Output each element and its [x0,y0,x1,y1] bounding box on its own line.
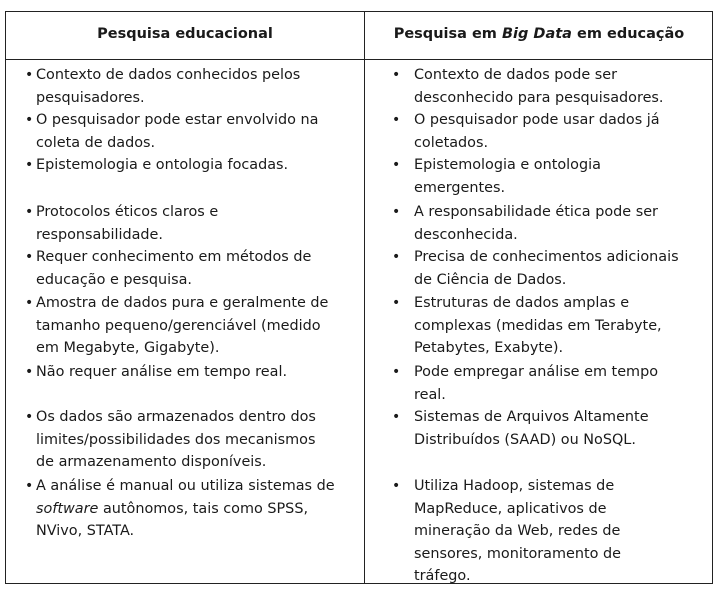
item-line: desconhecido para pesquisadores. [414,89,664,106]
item-line: Sistemas de Arquivos Altamente [414,409,649,425]
header-right-italic: Big Data [501,26,572,42]
bullet: • [25,204,34,220]
right-item-6 [392,292,662,360]
bullet: • [392,409,401,425]
item-line: em Megabyte, Gigabyte). [36,340,220,356]
item-line: Petabytes, Exabyte). [414,340,564,356]
right-item-5 [392,246,679,291]
item-line: Os dados são armazenados dentro dos [36,409,316,425]
item-line: A análise é manual ou utiliza sistemas de [36,478,335,494]
item-line: mineração da Web, redes de [414,523,621,539]
item-line: limites/possibilidades dos mecanismos [36,431,316,448]
right-item-2 [392,109,660,154]
item-line: pesquisadores. [36,89,145,106]
right-item-1 [392,64,664,109]
bullet: • [25,67,34,83]
item-line: desconhecida. [414,226,518,243]
right-item-4 [392,201,658,246]
header-right-suffix: em educação [571,26,685,42]
bullet: • [392,112,401,128]
bullet: • [25,364,34,380]
item-line: sensores, monitoramento de [414,545,621,562]
item-line: Protocolos éticos claros e [36,204,219,220]
item-line: Contexto de dados pode ser [414,67,618,83]
item-line: coletados. [414,134,489,151]
item-line: Distribuídos (SAAD) ou NoSQL. [414,431,636,448]
item-line: tamanho pequeno/gerenciável (medido [36,317,321,334]
item-line: O pesquisador pode usar dados já [414,112,660,128]
bullet: • [392,364,401,380]
item-line: coleta de dados. [36,134,156,151]
bullet: • [25,478,34,494]
item-line: real. [414,386,446,403]
right-item-9 [392,475,621,588]
bullet: • [25,295,34,311]
bullet: • [392,249,401,265]
item-line: Não requer análise em tempo real. [36,364,288,380]
item-line: educação e pesquisa. [36,271,193,288]
bullet: • [25,157,34,173]
item-line: Contexto de dados conhecidos pelos [36,67,301,83]
item-line: Utiliza Hadoop, sistemas de [414,478,615,494]
right-item-3 [392,154,601,199]
item-line: Amostra de dados pura e geralmente de [36,295,329,311]
right-column [6,12,712,583]
bullet: • [392,478,401,494]
item-line: de armazenamento disponíveis. [36,454,267,470]
item-line: A responsabilidade ética pode ser [414,204,658,220]
item-line: Epistemologia e ontologia [414,157,601,173]
item-line-rest: autônomos, tais como SPSS, [98,500,309,517]
bullet: • [25,409,34,425]
item-line: complexas (medidas em Terabyte, [414,317,662,334]
item-line: Pode empregar análise em tempo [414,364,659,380]
software-italic: software [36,500,99,517]
bullet: • [392,295,401,311]
item-line: responsabilidade. [36,226,163,243]
bullet: • [25,112,34,128]
comparison-table [5,11,713,584]
item-line: Epistemologia e ontologia focadas. [36,157,289,173]
right-item-7 [392,361,659,406]
item-line: de Ciência de Dados. [414,271,567,288]
item-line: NVivo, STATA. [36,523,135,539]
header-left-text: Pesquisa educacional [97,26,273,42]
bullet: • [25,249,34,265]
item-line: Estruturas de dados amplas e [414,295,630,311]
item-line: Precisa de conhecimentos adicionais [414,249,679,265]
bullet: • [392,157,401,173]
item-line: tráfego. [414,568,471,584]
item-line: MapReduce, aplicativos de [414,500,607,517]
item-line: O pesquisador pode estar envolvido na [36,112,319,128]
bullet: • [392,204,401,220]
right-item-8 [392,406,649,451]
item-line: Requer conhecimento em métodos de [36,249,312,265]
header-right-prefix: Pesquisa em [393,26,502,42]
item-line: emergentes. [414,179,506,196]
bullet: • [392,67,401,83]
